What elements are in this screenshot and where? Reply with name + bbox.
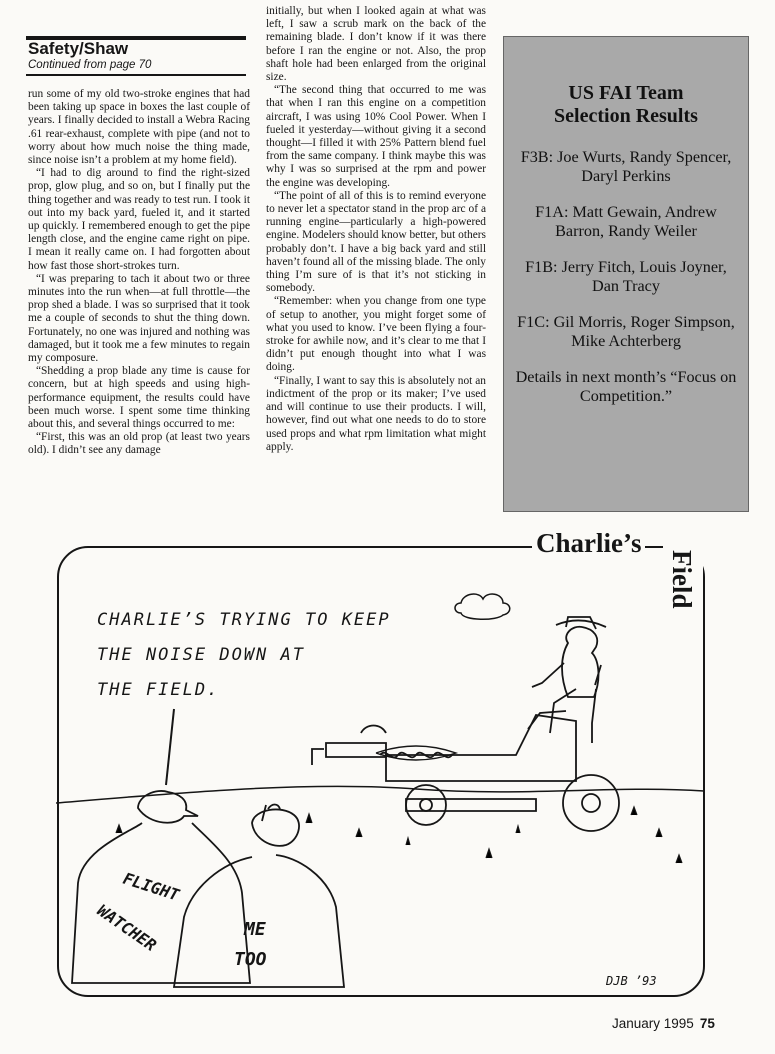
article-paragraph: “I was preparing to tach it about two or three minutes into the run when—at full throttle—the prop shed a blade. I was so surprised that it took me a couple of seconds to shut the thing down. Fortunately, no one was injured and nothing was damaged, but it took me a few minutes to regain my composure. [28,272,250,365]
result-f1c: F1C: Gil Morris, Roger Simpson, Mike Achterberg [517,313,735,350]
sidebar-title [512,82,740,128]
article-paragraph: “Finally, I want to say this is absolutely not an indictment of the prop or its maker; I’ve used and will continue to use their products. I will, however, find out what one needs to do to store used props and what rpm limitation what might apply. [266,374,486,453]
cartoon-signature: DJB ’93 [606,974,657,988]
article-paragraph: “First, this was an old prop (at least two years old). I didn’t see any damage [28,431,250,457]
sidebar-details: Details in next month’s “Focus on Competition.” [515,368,737,405]
grass-tufts [116,807,682,863]
lawn-tractor [312,617,619,831]
article-paragraph: initially, but when I looked again at what was left, I saw a scrub mark on the back of the remaining blade. I don’t know if it was there before I ran the engine or not. Also, the prop shaft hole had been enlarged from the original size. [266,5,486,84]
article-paragraph: “Shedding a prop blade any time is cause for concern, but at high speeds and using high-performance equipment, the results could have been much worse. I spent some time thinking about this, and several things occurred to me: [28,365,250,431]
cloud [455,594,510,619]
shirt-left-line-1: FLIGHT [120,868,182,905]
section-title: Safety/Shaw [28,39,129,58]
cartoon-title-field-text: Field [667,550,697,609]
article-column-2 [266,5,486,454]
shirt-left-line-2: WATCHER [93,900,160,955]
cartoon-caption-line-1: CHARLIE’S TRYING TO KEEP [97,610,391,630]
result-f1a: F1A: Matt Gewain, Andrew Barron, Randy Weiler [535,203,717,240]
article-column-1 [28,88,250,458]
header-rule-bottom [26,74,246,76]
cartoon-caption-line-2: THE NOISE DOWN AT [97,645,305,665]
article-paragraph: “The second thing that occurred to me was that when I ran this engine on a competition aircraft, I was using 10% Cool Power. When I fueled it yesterday—without giving it a second thought—I filled it with 25% Pattern blend fuel from the same company. I think maybe this was why I was so surprised at the rpm and power the engine was developing. [266,84,486,189]
cartoon-illustration [56,533,706,998]
shirt-right-line-1: ME [244,919,266,940]
article-paragraph: “The point of all of this is to remind everyone to never let a spectator stand in the prop arc of a running engine—particularly a high-powered engine. Modelers should know better, but others probably don’t. I have a big back yard and still haven’t found all of the missing blade. The only thing I’m sure of is that it’s not sticking in somebody. [266,189,486,295]
article-paragraph: “Remember: when you change from one type of setup to another, you might forget some of what you used to know. I’ve been flying a four-stroke for awhile now, and it’s clear to me that I didn’t put enough thought into what I was doing. [266,295,486,374]
sidebar-title-line-2: Selection Results [554,105,698,127]
page-footer [612,1016,715,1032]
fai-team-results-box [503,36,749,512]
horizon-line [56,786,704,803]
cartoon-title-charlies: Charlie’s [532,528,645,558]
article-paragraph: run some of my old two-stroke engines that had been taking up space in boxes the last couple of years. I finally decided to install a Webra Racing .61 rear-exhaust, complete with pipe (and not to worry about how much noise the thing made, since noise isn’t a problem at my home field). [28,88,250,167]
speech-pointer-line [166,709,174,785]
result-f3b: F3B: Joe Wurts, Randy Spencer, Daryl Perkins [520,148,732,185]
page-number: 75 [699,1016,715,1031]
shirt-right-line-2: TOO [234,949,267,970]
cartoon-title-field [663,546,703,646]
result-f1b: F1B: Jerry Fitch, Louis Joyner, Dan Tracy [525,258,727,295]
article-paragraph: “I had to dig around to find the right-sized prop, glow plug, and so on, but I finally put the thing together and was ready to test run. I took it out into my back yard, fueled it, and it started up quickly. I remembered enough to get the pipe length close, and the engine came right on pipe. I mean it really came on. I had forgotten about how fast those short-strokes turn. [28,167,250,272]
continued-from: Continued from page 70 [28,59,152,71]
sidebar-title-line-1: US FAI Team [568,82,684,104]
cartoon-caption-line-3: THE FIELD. [97,680,220,700]
issue-date: January 1995 [612,1016,694,1031]
